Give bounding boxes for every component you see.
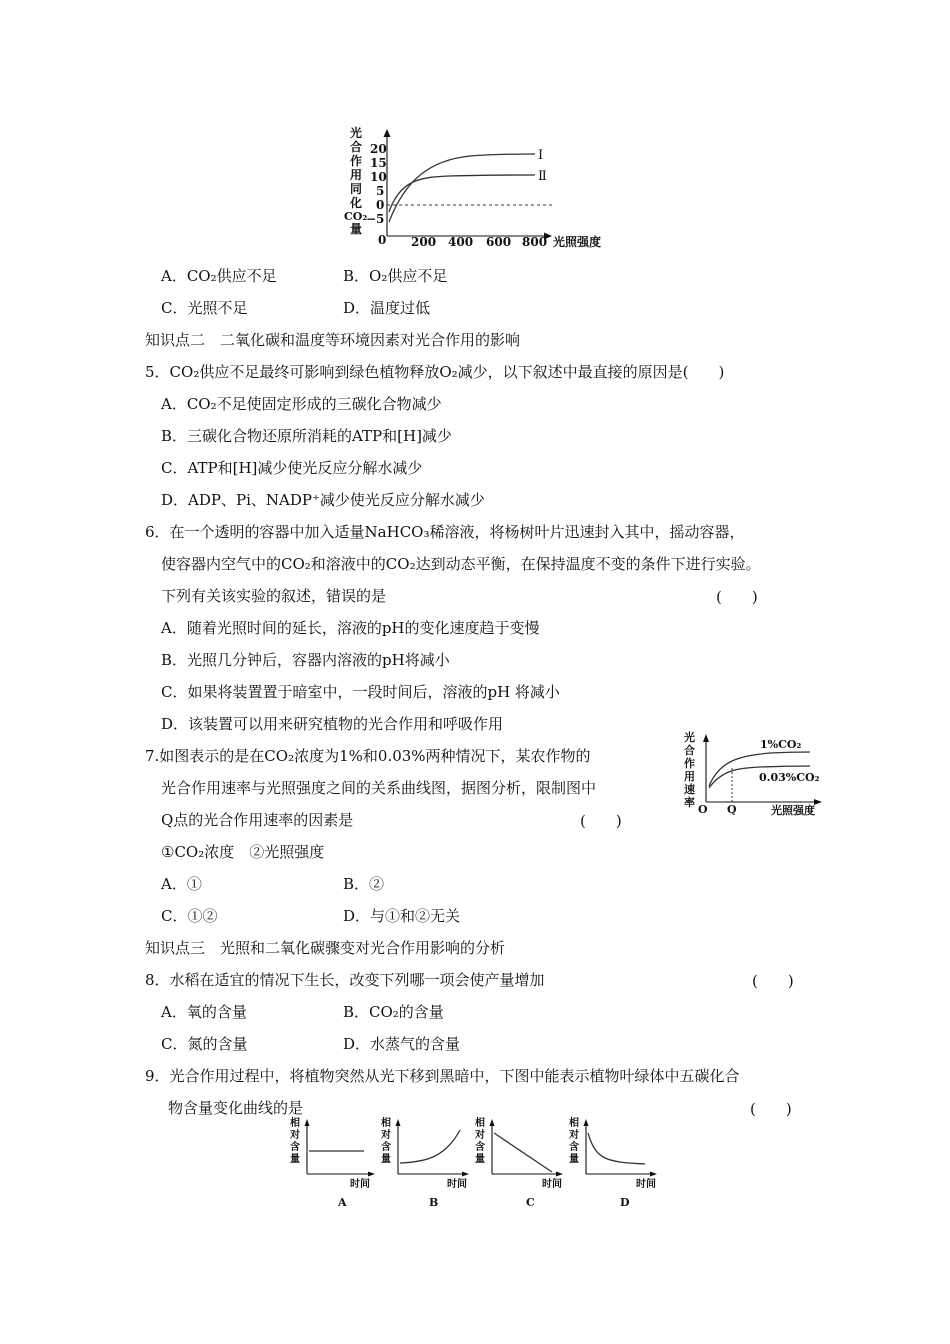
q5-option-a: A．CO₂不足使固定形成的三碳化合物减少: [161, 395, 442, 413]
q7-fig-xlabel: 光照强度: [771, 804, 815, 817]
q5-option-d: D．ADP、Pi、NADP⁺减少使光反应分解水减少: [161, 491, 485, 509]
q5-option-c: C．ATP和[H]减少使光反应分解水减少: [161, 459, 423, 477]
q8-option-b: B．CO₂的含量: [343, 1003, 444, 1021]
q4-option-b: B．O₂供应不足: [343, 267, 448, 285]
q6-option-d: D．该装置可以用来研究植物的光合作用和呼吸作用: [161, 715, 504, 733]
q5-stem: 5．CO₂供应不足最终可影响到绿色植物释放O₂减少，以下叙述中最直接的原因是( ): [145, 363, 725, 381]
q7-option-c: C．①②: [161, 907, 218, 925]
svg-text:时间: 时间: [542, 1179, 562, 1190]
q7-factors: ①CO₂浓度 ②光照强度: [161, 843, 325, 861]
q8-answer-blank: ( ): [752, 972, 794, 990]
svg-text:对: 对: [475, 1130, 485, 1141]
q6-option-b: B．光照几分钟后，容器内溶液的pH将减小: [161, 651, 450, 669]
q9-answer-blank: ( ): [750, 1100, 792, 1118]
fig1-ytick: 0: [376, 198, 385, 212]
svg-text:相: 相: [381, 1118, 391, 1129]
svg-text:光: 光: [684, 731, 695, 744]
svg-text:D: D: [620, 1196, 630, 1209]
fig1-ytick: 5: [376, 184, 385, 198]
q7-fig-q: Q: [727, 803, 737, 816]
fig1-xtick: 800: [522, 235, 548, 249]
fig1-ytick: 20: [370, 142, 387, 156]
svg-text:时间: 时间: [447, 1179, 467, 1190]
svg-text:量: 量: [350, 222, 363, 236]
q7-series-label: 1%CO₂: [760, 738, 802, 751]
svg-text:合: 合: [350, 140, 363, 154]
svg-text:量: 量: [381, 1154, 391, 1165]
q7-option-d: D．与①和②无关: [343, 907, 461, 925]
svg-text:用: 用: [350, 168, 363, 182]
svg-text:作: 作: [350, 154, 363, 168]
q4-option-c: C．光照不足: [161, 299, 248, 317]
fig1-ytick: 15: [370, 156, 387, 170]
q7-stem-line1: 7.如图表示的是在CO₂浓度为1%和0.03%两种情况下，某农作物的: [145, 747, 591, 765]
fig1-xlabel: 光照强度: [553, 235, 602, 249]
fig1-xtick: 200: [411, 235, 437, 249]
svg-text:量: 量: [569, 1154, 579, 1165]
fig1-curve-label: Ⅰ: [538, 148, 544, 163]
svg-text:B: B: [429, 1196, 439, 1209]
q6-option-c: C．如果将装置置于暗室中，一段时间后，溶液的pH 将减小: [161, 683, 560, 701]
svg-text:对: 对: [290, 1130, 300, 1141]
fig1-curve-label: Ⅱ: [538, 169, 547, 184]
q4-option-d: D．温度过低: [343, 299, 431, 317]
svg-text:A: A: [338, 1196, 347, 1209]
q7-stem-line3: Q点的光合作用速率的因素是: [161, 811, 354, 829]
section-heading-2: 知识点二 二氧化碳和温度等环境因素对光合作用的影响: [145, 331, 521, 349]
q9-stem-line1: 9．光合作用过程中，将植物突然从光下移到黑暗中，下图中能表示植物叶绿体中五碳化合: [145, 1067, 740, 1085]
svg-text:对: 对: [381, 1130, 391, 1141]
fig1-xtick: 400: [448, 235, 474, 249]
fig1-xtick: 0: [378, 233, 387, 247]
svg-text:用: 用: [684, 770, 695, 783]
q6-stem-line1: 6．在一个透明的容器中加入适量NaHCO₃稀溶液，将杨树叶片迅速封入其中，摇动容器，: [145, 523, 745, 541]
svg-text:相: 相: [290, 1118, 300, 1129]
svg-text:含: 含: [569, 1142, 579, 1153]
q7-answer-blank: ( ): [580, 812, 622, 830]
q4-option-a: A．CO₂供应不足: [161, 267, 277, 285]
q6-stem-line2: 使容器内空气中的CO₂和溶液中的CO₂达到动态平衡，在保持温度不变的条件下进行实验。: [161, 555, 761, 573]
fig1-ytick: −5: [366, 212, 385, 226]
svg-text:含: 含: [381, 1142, 391, 1153]
q5-option-b: B．三碳化合物还原所消耗的ATP和[H]减少: [161, 427, 452, 445]
svg-text:作: 作: [684, 757, 695, 770]
q9-stem-line2: 物含量变化曲线的是: [168, 1099, 304, 1117]
svg-text:含: 含: [290, 1142, 300, 1153]
q7-series-label: 0.03%CO₂: [759, 771, 820, 784]
svg-text:量: 量: [290, 1154, 300, 1165]
svg-text:量: 量: [475, 1154, 485, 1165]
q9-panel-b: [380, 1116, 469, 1209]
section-heading-3: 知识点三 光照和二氧化碳骤变对光合作用影响的分析: [145, 939, 506, 957]
svg-text:合: 合: [684, 744, 695, 757]
svg-text:对: 对: [569, 1130, 579, 1141]
q8-option-c: C．氮的含量: [161, 1035, 248, 1053]
svg-text:速: 速: [684, 783, 695, 796]
svg-text:同: 同: [350, 182, 363, 196]
q9-panel-c: [474, 1116, 563, 1209]
svg-text:光: 光: [350, 126, 363, 140]
q8-stem: 8．水稻在适宜的情况下生长，改变下列哪一项会使产量增加: [145, 971, 545, 989]
q8-option-d: D．水蒸气的含量: [343, 1035, 461, 1053]
q7-fig-origin: O: [698, 803, 708, 816]
fig1-xtick: 600: [486, 235, 512, 249]
q7-stem-line2: 光合作用速率与光照强度之间的关系曲线图，据图分析，限制图中: [161, 779, 597, 797]
svg-text:相: 相: [569, 1118, 579, 1129]
svg-text:化: 化: [350, 196, 363, 210]
svg-text:CO₂: CO₂: [344, 210, 368, 223]
q9-panel-d: [568, 1116, 657, 1209]
q7-option-b: B．②: [343, 875, 385, 893]
svg-text:时间: 时间: [636, 1179, 656, 1190]
svg-text:含: 含: [475, 1142, 485, 1153]
q6-option-a: A．随着光照时间的延长，溶液的pH的变化速度趋于变慢: [161, 619, 540, 637]
q8-option-a: A．氧的含量: [161, 1003, 247, 1021]
fig1-ytick: 10: [370, 170, 387, 184]
q9-panel-a: [289, 1116, 375, 1209]
svg-text:C: C: [526, 1196, 535, 1209]
q6-stem-line3: 下列有关该实验的叙述，错误的是: [161, 587, 387, 605]
svg-text:率: 率: [684, 796, 695, 809]
q7-option-a: A．①: [161, 875, 202, 893]
q6-answer-blank: ( ): [716, 588, 758, 606]
svg-text:相: 相: [475, 1118, 485, 1129]
svg-text:时间: 时间: [350, 1179, 370, 1190]
